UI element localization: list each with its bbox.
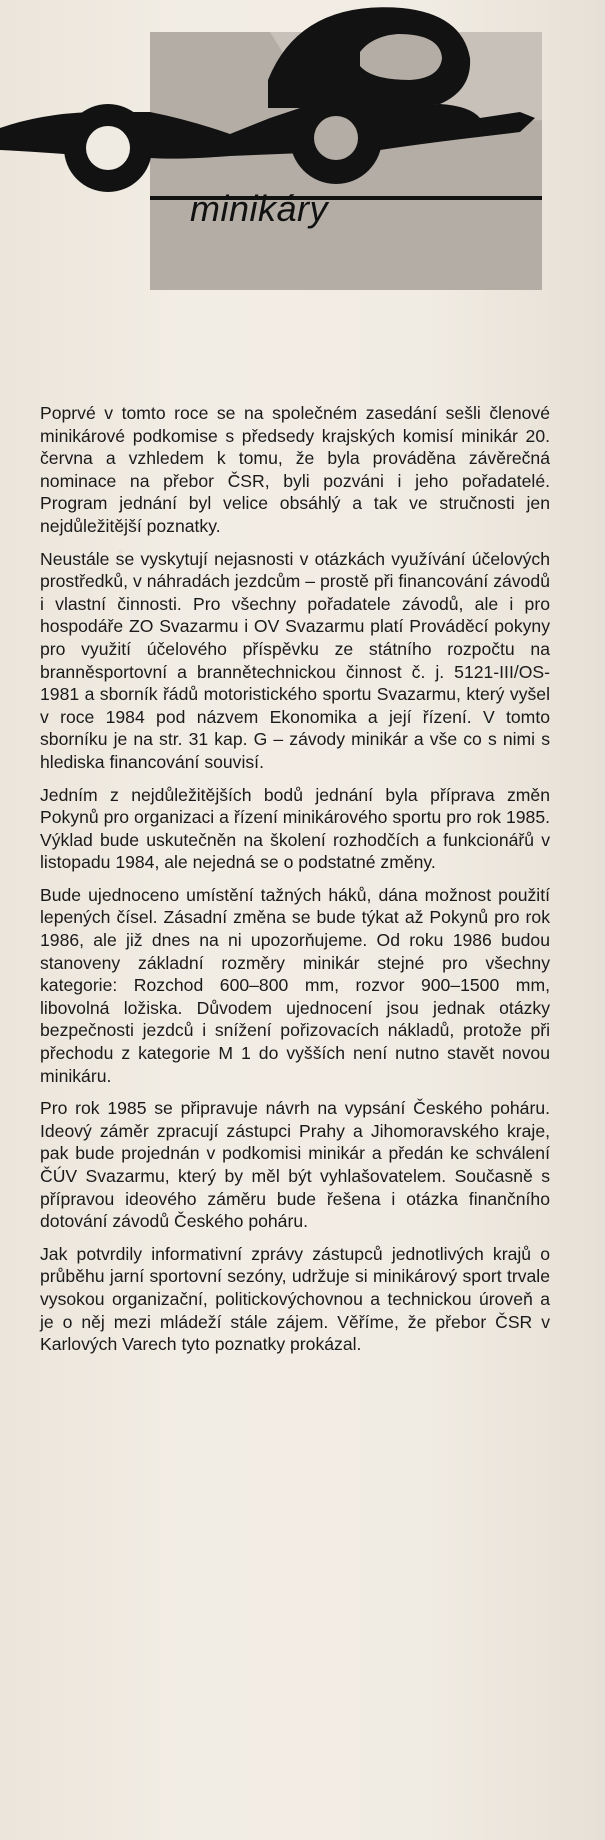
front-wheel-hub bbox=[86, 126, 130, 170]
rear-wheel-hub bbox=[314, 116, 358, 160]
article-paragraph: Jak potvrdily informativní zprávy zástupců jednotlivých krajů o průběhu jarní sportovní sezóny, udržuje si minikárový sport trvale vysokou organizační, politickovýchovnou a technickou úroveň a je o něj mezi mládeží stále zájem. Věříme, že přebor ČSR v Karlových Varech tyto poznatky prokázal. bbox=[40, 1243, 550, 1355]
article-paragraph: Bude ujednoceno umístění tažných háků, dána možnost použití lepených čísel. Zásadní změna se bude týkat až Pokynů pro rok 1986, ale již dnes na ni upozorňujeme. Od roku 1986 budou stanoveny základní rozměry minikár stejné pro všechny kategorie: Rozchod 600–800 mm, rozvor 900–1500 mm, libovolná ložiska. Důvodem ujednocení jsou jednak otázky bezpečnosti jezdců i snížení pořizovacích nákladů, protože při přechodu z kategorie M 1 do vyšších není nutno stavět novou minikáru. bbox=[40, 884, 550, 1086]
article-body bbox=[40, 402, 550, 1366]
article-paragraph: Jedním z nejdůležitějších bodů jednání byla příprava změn Pokynů pro organizaci a řízení minikárového sportu pro rok 1985. Výklad bude uskutečněn na školení rozhodčích a funkcionářů v listopadu 1984, ale nejedná se o podstatné změny. bbox=[40, 784, 550, 873]
article-paragraph: Pro rok 1985 se připravuje návrh na vypsání Českého poháru. Ideový záměr zpracují zástupci Prahy a Jihomoravského kraje, pak bude projednán v podkomisi minikár a předán ke schválení ČÚV Svazarmu, který by měl být vyhlašovatelem. Současně s přípravou ideového záměru bude řešena i otázka finančního dotování závodů Českého poháru. bbox=[40, 1098, 550, 1232]
article-paragraph: Neustále se vyskytují nejasnosti v otázkách využívání účelových prostředků, v náhradách jezdcům – prostě při financování závodů i vlastní činnosti. Pro všechny pořadatele závodů, ale i pro hospodáře ZO Svazarmu i OV Svazarmu platí Prováděcí pokyny pro využití účelového příspěvku ze státního rozpočtu na branněsportovní a brannětechnickou činnost č. j. 5121-III/OS-1981 a sborník řádů motoristického sportu Svazarmu, který vyšel v roce 1984 pod názvem Ekonomika a její řízení. V tomto sborníku je na str. 31 kap. G – závody minikár a vše co s nimi s hlediska financování souvisí. bbox=[40, 548, 550, 772]
go-kart-icon bbox=[0, 0, 605, 300]
article-paragraph: Poprvé v tomto roce se na společném zasedání sešli členové minikárové podkomise s předsedy krajských komisí minikár 20. června a vzhledem k tomu, že byla prováděna závěrečná nominace na přebor ČSR, byli pozváni i jeho pořadatelé. Program jednání byl velice obsáhlý a tak ve stručnosti jen nejdůležitější poznatky. bbox=[40, 403, 550, 536]
section-header bbox=[0, 0, 605, 300]
section-title: minikáry bbox=[190, 188, 329, 229]
